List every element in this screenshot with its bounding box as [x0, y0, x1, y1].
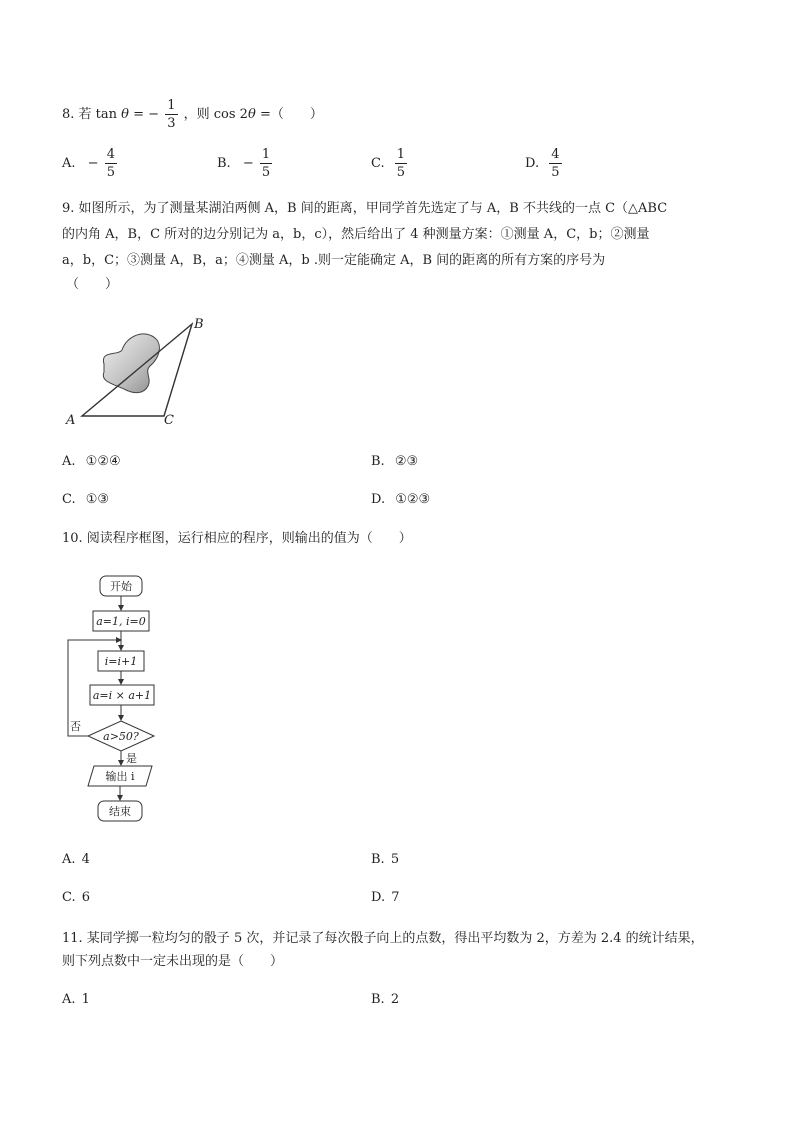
q8-option-a-letter: A. [62, 156, 76, 171]
q9-option-c[interactable] [62, 492, 109, 507]
flow-output-label: 输出 i [105, 770, 135, 783]
q8-eq: = [133, 107, 145, 122]
flow-step2-label: a=i × a+1 [92, 689, 152, 702]
q8-option-b[interactable] [217, 146, 274, 181]
q8-option-b-letter: B. [217, 156, 231, 171]
flow-init-label: a=1, i=0 [96, 615, 146, 628]
q8-option-a-den: 5 [106, 165, 115, 180]
q10-option-a-letter: A. [62, 852, 76, 867]
q8-option-c-num: 1 [396, 147, 406, 162]
q11-option-b-letter: B. [371, 992, 385, 1007]
q11-option-a[interactable] [62, 992, 90, 1007]
lake-triangle-figure [60, 312, 220, 430]
flow-condition-label: a>50? [103, 730, 139, 743]
q10-option-b[interactable] [371, 852, 399, 867]
q10-option-c-letter: C. [62, 890, 76, 905]
q8-option-d[interactable] [525, 146, 564, 181]
q9-line-2: 的内角 A，B，C 所对的边分别记为 a，b，c），然后给出了 4 种测量方案：①测量 A，C，b；②测量 [62, 227, 650, 242]
q9-option-a-text: ①②④ [85, 454, 121, 469]
q9-option-d-text: ①②③ [395, 492, 431, 507]
flowchart-figure [60, 570, 180, 830]
q8-option-c[interactable] [371, 146, 409, 181]
q10-option-d-letter: D. [371, 890, 386, 905]
point-b-label: B [194, 317, 204, 332]
q8-option-c-letter: C. [371, 156, 385, 171]
q8-minus: − [148, 107, 160, 122]
q10-option-a[interactable] [62, 852, 90, 867]
q8-option-d-den: 5 [551, 165, 560, 180]
q9-option-b[interactable] [371, 454, 418, 469]
point-a-label: A [66, 413, 76, 428]
q8-option-b-den: 5 [261, 165, 271, 180]
q8-option-d-letter: D. [525, 156, 540, 171]
point-c-label: C [164, 413, 174, 428]
q10-option-b-text: 5 [390, 852, 400, 867]
q8-option-a[interactable] [62, 146, 119, 181]
q8-theta2: θ [247, 107, 256, 122]
q11-option-a-letter: A. [62, 992, 76, 1007]
q10-stem: 10. 阅读程序框图，运行相应的程序，则输出的值为（ ） [62, 531, 412, 546]
q11-option-b[interactable] [371, 992, 399, 1007]
flow-end-label: 结束 [109, 805, 131, 818]
q8-option-b-sign: − [242, 156, 254, 171]
q8-option-d-num: 4 [551, 147, 560, 162]
q9-option-d-letter: D. [371, 492, 386, 507]
q9-option-a[interactable] [62, 454, 121, 469]
q10-option-c[interactable] [62, 890, 90, 905]
q8-option-c-den: 5 [396, 165, 406, 180]
q9-option-b-text: ②③ [394, 454, 419, 469]
q9-option-b-letter: B. [371, 454, 385, 469]
q11-line-1: 11. 某同学掷一粒均匀的骰子 5 次，并记录了每次骰子向上的点数，得出平均数为 2，方差为 2.4 的统计结果， [62, 931, 704, 946]
q9-line-4: （ ） [66, 277, 119, 292]
q9-option-d[interactable] [371, 492, 430, 507]
q8-option-b-num: 1 [261, 147, 271, 162]
q11-option-a-text: 1 [81, 992, 90, 1007]
q8-theta: θ [121, 107, 129, 122]
flow-start-label: 开始 [110, 580, 132, 593]
question-8-stem [62, 97, 323, 132]
flow-yes-label: 是 [126, 752, 137, 765]
q11-option-b-text: 2 [390, 992, 400, 1007]
q10-option-d[interactable] [371, 890, 400, 905]
q9-option-c-text: ①③ [85, 492, 110, 507]
q8-option-b-fraction [260, 146, 272, 181]
q8-prefix: 8. 若 tan [62, 107, 118, 122]
q9-option-c-letter: C. [62, 492, 76, 507]
q8-option-d-fraction [549, 146, 561, 181]
q8-frac-num: 1 [167, 98, 176, 113]
q10-option-d-text: 7 [391, 890, 400, 905]
q10-option-a-text: 4 [81, 852, 90, 867]
q8-option-a-num: 4 [106, 147, 115, 162]
q8-fraction [165, 97, 177, 132]
q8-mid: ，则 cos 2 [183, 107, 248, 122]
q9-line-1: 9. 如图所示，为了测量某湖泊两侧 A，B 间的距离，甲同学首先选定了与 A，B 不共线的一点 C（△ABC [62, 201, 668, 216]
q8-suffix: =（ ） [259, 107, 323, 122]
q8-option-a-sign: − [87, 156, 99, 171]
q8-option-a-fraction [105, 146, 117, 181]
q8-frac-den: 3 [167, 116, 176, 131]
q9-option-a-letter: A. [62, 454, 76, 469]
flow-step1-label: i=i+1 [104, 655, 138, 668]
q11-line-2: 则下列点数中一定未出现的是（ ） [62, 954, 284, 969]
q10-option-c-text: 6 [81, 890, 91, 905]
flow-no-label: 否 [70, 720, 81, 733]
lake-shape [103, 334, 159, 393]
q10-option-b-letter: B. [371, 852, 385, 867]
q8-option-c-fraction [395, 146, 407, 181]
q9-line-3: a，b，C；③测量 A，B，a；④测量 A，b .则一定能确定 A，B 间的距离的所有方案的序号为 [62, 253, 606, 268]
